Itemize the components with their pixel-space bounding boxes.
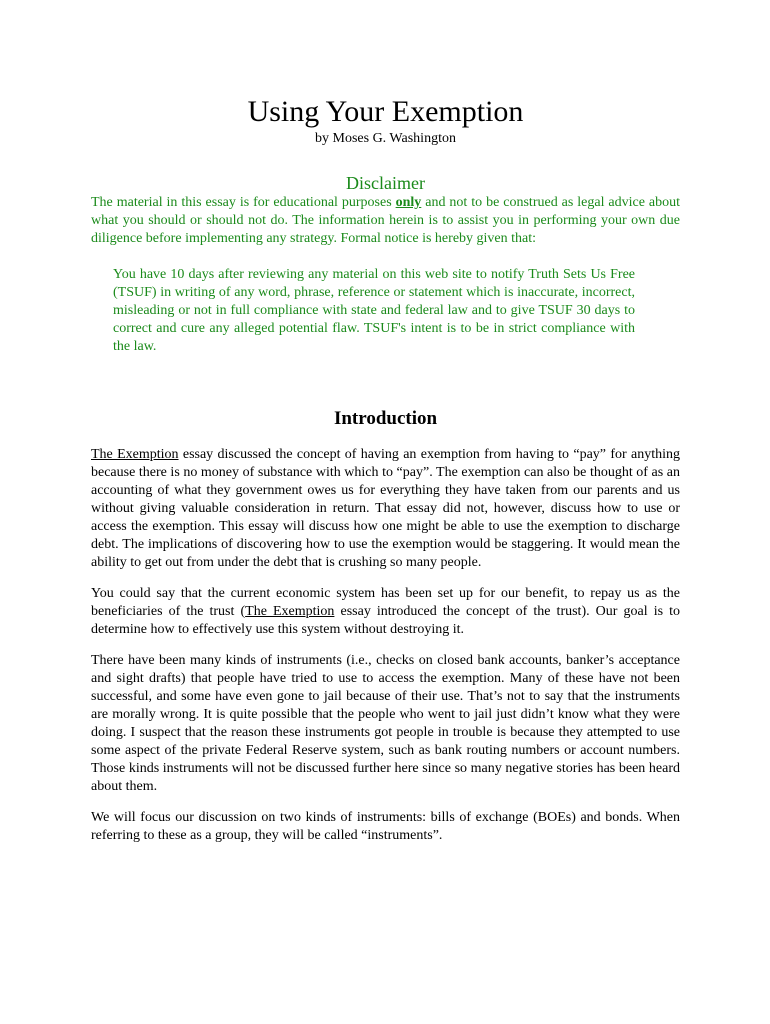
- author-byline: by Moses G. Washington: [315, 131, 456, 146]
- intro-paragraph-2: [91, 585, 680, 639]
- disclaimer-body: [91, 194, 680, 248]
- introduction-heading: Introduction: [333, 408, 438, 429]
- intro-paragraph-1-text: essay discussed the concept of having an exemption from having to “pay” for anything because there is no money of substance with which to “pay”. The exemption can also be thought of as an accounting of what they government owes us for everything they have taken from our parents and us without giving valuable consideration in return. That essay did not, however, discuss how to use or access the exemption. This essay will discuss how one might be able to use the exemption to discharge debt. The implications of discovering how to use the exemption would be staggering. It would mean the ability to get out from under the debt that is crushing so many people.: [91, 447, 680, 570]
- disclaimer-body-end: and not to be construed as legal advice about what you should or should not do. The information herein is to assist you in performing your own due diligence before implementing any strategy. Formal notice is hereby given that:: [91, 195, 681, 246]
- exemption-essay-reference: The Exemption: [245, 604, 335, 619]
- intro-paragraph-3: There have been many kinds of instruments (i.e., checks on closed bank accounts, banker’s acceptance and sight drafts) that people have tried to use to access the exemption. Many of these have not been successful, and some have even gone to jail because of their use. That’s not to say that the instruments are morally wrong. It is quite possible that the people who went to jail just didn’t know what they were doing. I suspect that the reason these instruments got people in trouble is because they attempted to use some aspect of the private Federal Reserve system, such as bank routing numbers or account numbers. Those kinds instruments will not be discussed further here since so many negative stories has been heard about them.: [91, 653, 680, 794]
- formal-notice: You have 10 days after reviewing any material on this web site to notify Truth Sets Us Free (TSUF) in writing of any word, phrase, reference or statement which is inaccurate, incorrect, misleading or not in full compliance with state and federal law and to give TSUF 30 days to correct and cure any alleged potential flaw. TSUF's intent is to be in strict compliance with the law.: [113, 267, 635, 354]
- disclaimer-body-start: The material in this essay is for educational purposes: [91, 195, 396, 210]
- intro-paragraph-2-end: essay introduced the concept of the trust). Our goal is to determine how to effectively use this system without destroying it.: [91, 604, 681, 637]
- intro-paragraph-1: [91, 446, 680, 572]
- disclaimer-heading: Disclaimer: [346, 173, 425, 193]
- exemption-essay-reference: The Exemption: [91, 447, 179, 462]
- document-title: Using Your Exemption: [247, 95, 524, 128]
- document-page: [91, 94, 680, 845]
- intro-paragraph-4: We will focus our discussion on two kinds of instruments: bills of exchange (BOEs) and bonds. When referring to these as a group, they will be called “instruments”.: [91, 810, 680, 843]
- intro-paragraph-2-start: You could say that the current economic system has been set up for our benefit, to repay us as the beneficiaries of the trust (: [91, 586, 680, 619]
- disclaimer-emphasis: only: [395, 195, 422, 210]
